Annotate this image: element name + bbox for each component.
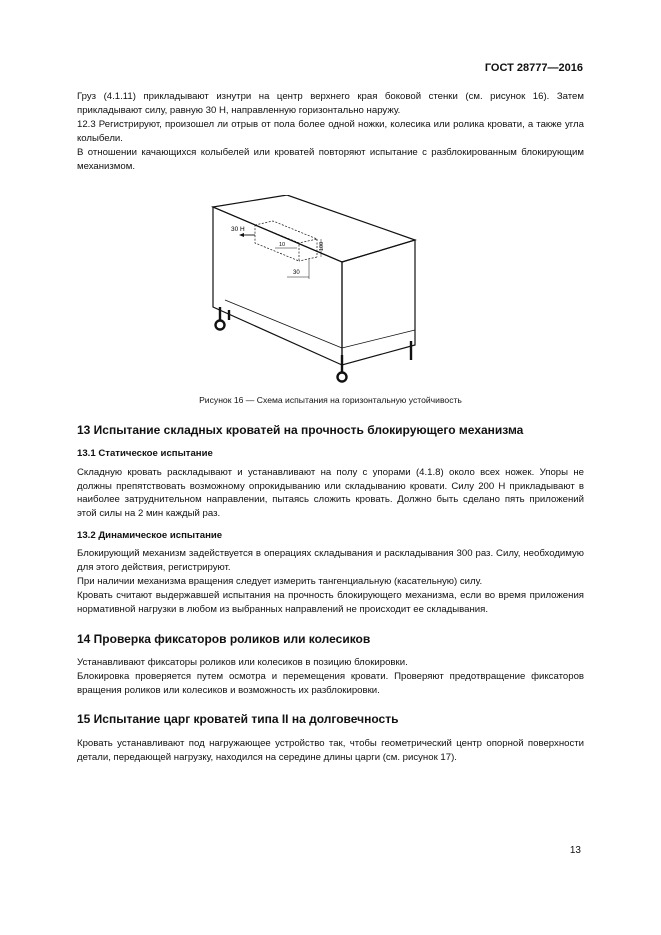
load-block (255, 221, 317, 261)
label-dim-10: 10 (279, 242, 286, 248)
intro-paragraph-1-text: Груз (4.1.11) прикладывают изнутри на центр верхнего края боковой стенки (см. рисунок 16). Затем прикладывают силу, равную 30 Н, направленную горизонтально наружу. (77, 91, 584, 116)
section-13-1-title: 13.1 Статическое испытание (77, 448, 213, 459)
section-13-title: 13 Испытание складных кроватей на прочность блокирующего механизма (77, 423, 524, 437)
intro-paragraph-2-text: 12.3 Регистрируют, произошел ли отрыв от пола более одной ножки, колесика или ролика кровати, а также угла колыбели. (77, 119, 584, 144)
label-force: 30 Н (231, 226, 245, 233)
section-13-2-paragraph-3: Кровать считают выдержавшей испытания на прочность блокирующего механизма, если во время приложения нормативной нагрузки в любом из выбранных направлений не происходит ее складывания. (77, 590, 584, 615)
intro-paragraph-3-text: В отношении качающихся колыбелей или кроватей повторяют испытание с разблокированным блокирующим механизмом. (77, 147, 584, 172)
section-13-2-title: 13.2 Динамическое испытание (77, 530, 223, 541)
section-13-2-paragraph-1: Блокирующий механизм задействуется в операциях складывания и раскладывания 300 раз. Силу, необходимую для этого действия, регистрируют. (77, 548, 584, 573)
caster-right-icon (338, 373, 347, 382)
intro-paragraph-1 (77, 90, 584, 117)
figure-16 (205, 195, 425, 390)
section-15-paragraph-1: Кровать устанавливают под нагружающее устройство так, чтобы геометрический центр опорной поверхности детали, передающей нагрузку, находился на середине длины царги (см. рисунок 17). (77, 738, 584, 763)
document-code: ГОСТ 28777—2016 (484, 62, 583, 74)
intro-paragraph-2 (77, 118, 584, 145)
section-14-title: 14 Проверка фиксаторов роликов или колесиков (77, 632, 371, 646)
figure-16-caption: Рисунок 16 — Схема испытания на горизонтальную устойчивость (199, 395, 462, 405)
figure-16-drawing (205, 195, 425, 385)
section-14-paragraph-2: Блокировка проверяется путем осмотра и перемещения кровати. Проверяют предотвращение фиксаторов вращения роликов или колесиков и возможность их разблокировки. (77, 671, 584, 696)
label-dim-100: 100 (319, 241, 325, 251)
section-14-paragraph-1: Устанавливают фиксаторы роликов или колесиков в позицию блокировки. (77, 657, 408, 668)
section-13-2-paragraph-2: При наличии механизма вращения следует измерить тангенциальную (касательную) силу. (77, 576, 483, 587)
page-number: 13 (569, 845, 581, 856)
section-13-1-text: Складную кровать раскладывают и устанавливают на полу с упорами (4.1.8) около всех ножек. Упоры не должны препятствовать возможному опрокидыванию или складыванию кровати. Силу 200 Н прикладывают в наиболее затруднительном направлении, пытаясь сложить кровать. Должно быть сделано пять приложений этой силы на 2 мин каждый раз. (77, 467, 584, 520)
force-arrow-icon (239, 233, 244, 237)
intro-paragraph-3 (77, 146, 584, 173)
section-15-title: 15 Испытание царг кроватей типа II на долговечность (77, 712, 399, 726)
label-dim-30: 30 (293, 270, 300, 276)
caster-left-icon (216, 321, 225, 330)
